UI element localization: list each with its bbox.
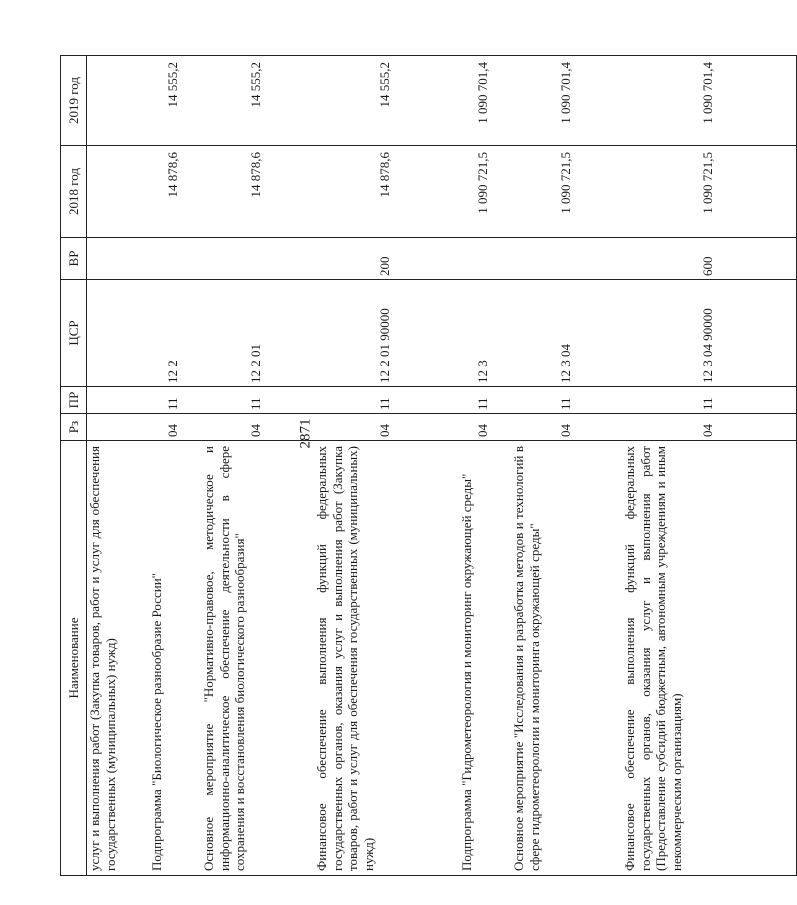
- row-2018: 1 090 721,5: [622, 146, 797, 238]
- row-2018: 14 878,6: [149, 146, 201, 238]
- row-rz: 04: [459, 414, 511, 441]
- row-name: услуг и выполнения работ (Закупка товаров, работ и услуг для обеспечения государственных (муниципальных) нужд): [87, 441, 150, 876]
- header-vr: ВР: [61, 238, 87, 280]
- table-row: [149, 56, 201, 876]
- row-csr: 12 3: [459, 280, 511, 387]
- row-csr: [87, 280, 150, 387]
- row-2018: 1 090 721,5: [459, 146, 511, 238]
- row-rz: 04: [149, 414, 201, 441]
- header-name: Наименование: [61, 441, 87, 876]
- row-vr: [459, 238, 511, 280]
- row-name: Основное мероприятие "Нормативно-правовое, методическое и информационно-аналитическое обеспечение деятельности в сфере сохранения и восстановления биологического разнообразия": [201, 441, 314, 876]
- table-row: [201, 56, 314, 876]
- row-pr: 11: [622, 387, 797, 414]
- table-row: [459, 56, 511, 876]
- row-rz: 04: [314, 414, 459, 441]
- header-2019: 2019 год: [61, 56, 87, 146]
- row-2019: 14 555,2: [149, 56, 201, 146]
- row-rz: 04: [511, 414, 622, 441]
- row-vr: 600: [622, 238, 797, 280]
- page-number: 2871: [297, 418, 314, 449]
- row-pr: 11: [511, 387, 622, 414]
- table-row: [622, 56, 797, 876]
- row-2019: 1 090 701,4: [622, 56, 797, 146]
- row-name: Основное мероприятие "Исследования и разработка методов и технологий в сфере гидрометеорологии и мониторинга окружающей среды": [511, 441, 622, 876]
- table-row: [314, 56, 459, 876]
- row-2018: [87, 146, 150, 238]
- row-vr: 200: [314, 238, 459, 280]
- row-rz: [87, 414, 150, 441]
- row-2019: 14 555,2: [201, 56, 314, 146]
- budget-table: [60, 55, 797, 876]
- row-name: Подпрограмма "Гидрометеорология и мониторинг окружающей среды": [459, 441, 511, 876]
- row-pr: 11: [314, 387, 459, 414]
- table-header: [61, 56, 87, 876]
- row-2019: 14 555,2: [314, 56, 459, 146]
- row-2019: 1 090 701,4: [511, 56, 622, 146]
- row-rz: 04: [622, 414, 797, 441]
- row-csr: 12 2: [149, 280, 201, 387]
- row-2019: 1 090 701,4: [459, 56, 511, 146]
- row-2019: [87, 56, 150, 146]
- row-pr: 11: [149, 387, 201, 414]
- row-vr: [201, 238, 314, 280]
- row-name: Финансовое обеспечение выполнения функций федеральных государственных органов, оказания услуг и выполнения работ (Предоставление субсидий бюджетным, автономным учреждениям и иным некоммерческим организациям): [622, 441, 797, 876]
- row-csr: 12 2 01: [201, 280, 314, 387]
- row-csr: 12 2 01 90000: [314, 280, 459, 387]
- row-vr: [511, 238, 622, 280]
- row-name: Финансовое обеспечение выполнения функций федеральных государственных органов, оказания услуг и выполнения работ (Закупка товаров, работ и услуг для обеспечения государственных (муниципальных) нужд): [314, 441, 459, 876]
- header-2018: 2018 год: [61, 146, 87, 238]
- row-name: Подпрограмма "Биологическое разнообразие России": [149, 441, 201, 876]
- row-2018: 1 090 721,5: [511, 146, 622, 238]
- row-pr: [87, 387, 150, 414]
- row-pr: 11: [459, 387, 511, 414]
- row-vr: [87, 238, 150, 280]
- header-rz: Рз: [61, 414, 87, 441]
- header-pr: ПР: [61, 387, 87, 414]
- row-2018: 14 878,6: [201, 146, 314, 238]
- row-vr: [149, 238, 201, 280]
- row-pr: 11: [201, 387, 314, 414]
- rotated-page-content: [60, 56, 715, 876]
- header-csr: ЦСР: [61, 280, 87, 387]
- table-row: [87, 56, 150, 876]
- row-rz: 04: [201, 414, 314, 441]
- row-2018: 14 878,6: [314, 146, 459, 238]
- row-csr: 12 3 04: [511, 280, 622, 387]
- table-row: [511, 56, 622, 876]
- row-csr: 12 3 04 90000: [622, 280, 797, 387]
